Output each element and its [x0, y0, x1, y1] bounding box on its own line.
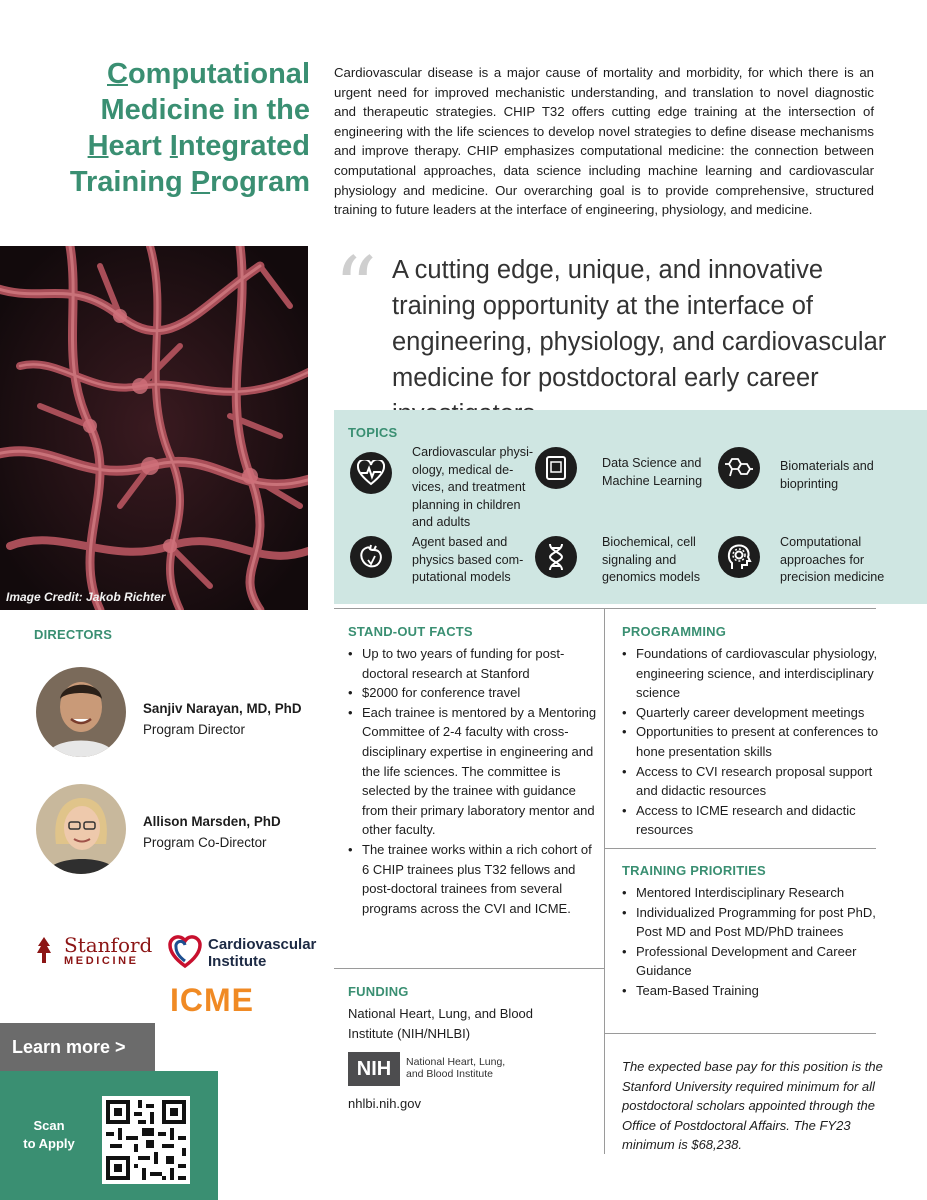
list-item: • Quarterly career development meetings — [636, 703, 892, 723]
scan-to-apply-label: Scan to Apply — [23, 1118, 75, 1151]
nih-logo — [348, 1052, 508, 1086]
icme-logo: ICME — [170, 982, 254, 1018]
list-item: • Individualized Programming for post PhD, Post MD and Post MD/PhD trainees — [636, 903, 892, 942]
topic-label: Computational approaches for precision medicine — [780, 535, 885, 585]
avatar — [36, 667, 126, 757]
list-item: • Up to two years of funding for post-doctoral research at Stanford — [362, 644, 598, 683]
stanford-wordmark: Stanford — [64, 933, 153, 957]
topics-heading: TOPICS — [348, 425, 398, 440]
standout-heading: STAND-OUT FACTS — [348, 624, 473, 639]
program-title: Computational Medicine in the Heart Integrated Training Program — [69, 58, 310, 198]
topics-panel — [334, 410, 927, 604]
list-item: • Foundations of cardiovascular physiology, engineering science, and interdisciplinary science — [636, 644, 892, 703]
section-divider — [604, 1033, 876, 1034]
list-item: • Each trainee is mentored by a Mentoring Committee of 2-4 faculty with cross-disciplinary expertise in engineering and the life sciences. The committee is selected by the trainee with guidance from their primary laboratory mentor and other faculty. — [362, 703, 598, 840]
data-screen-icon — [535, 447, 577, 489]
topic-label: Agent based and physics based com-putational models — [412, 535, 524, 585]
director-role: Program Co-Director — [143, 835, 267, 850]
list-item: • Opportunities to present at conferences to hone presentation skills — [636, 722, 892, 761]
topic-label: Biomaterials and bioprinting — [780, 459, 874, 491]
funding-text: National Heart, Lung, and Blood Institute (NIH/NHLBI) — [348, 1006, 534, 1041]
hero-image — [0, 246, 308, 610]
pay-info: The expected base pay for this position is the Stanford University required minimum for all postdoctoral scholars appointed through the Office of Postdoctoral Affairs. The FY23 minimum is $68,238. — [622, 1059, 883, 1152]
list-item: • Mentored Interdisciplinary Research — [636, 883, 892, 903]
qr-code[interactable] — [102, 1096, 190, 1184]
cvi-wordmark-line2: Institute — [208, 953, 267, 970]
funding-link[interactable]: nhlbi.nih.gov — [348, 1096, 421, 1111]
director-role: Program Director — [143, 722, 245, 737]
list-item: • Access to CVI research proposal support and didactic resources — [636, 762, 892, 801]
programming-heading: PROGRAMMING — [622, 624, 727, 639]
standout-list — [348, 644, 598, 918]
heart-pulse-icon — [350, 452, 392, 494]
stanford-tree-icon — [36, 936, 52, 964]
column-divider — [604, 608, 605, 1154]
topic-label: Biochemical, cell signaling and genomics models — [602, 535, 700, 585]
intro-paragraph: Cardiovascular disease is a major cause of mortality and morbidity, for which there is an urgent need for improved mechanistic understanding, and translation to novel diagnostic and therapeutic strategies. CHIP T32 offers cutting edge training at the intersection of engineering with the life sciences to develop novel strategies to define disease mechanisms and improve therapy. CHIP emphasizes computational medicine: the connection between computational approaches, data science including machine learning and cardiovascular physiology and medicine. Our overarching goal is to provide comprehensive, structured training to future leaders at the interface of engineering, physiology, and medicine. — [334, 65, 874, 218]
director-name: Sanjiv Narayan, MD, PhD — [143, 701, 302, 716]
topic-label: Cardiovascular physi-ology, medical de-vices, and treatment planning in children and adults — [412, 445, 534, 530]
list-item: • $2000 for conference travel — [362, 683, 598, 703]
medicine-wordmark: MEDICINE — [64, 955, 139, 967]
list-item: • Team-Based Training — [636, 981, 892, 1001]
director-name: Allison Marsden, PhD — [143, 814, 281, 829]
section-divider — [334, 608, 876, 609]
avatar — [36, 784, 126, 874]
training-list — [622, 883, 892, 1001]
cvi-heart-icon — [168, 935, 202, 969]
image-credit: Image Credit: Jakob Richter — [6, 590, 166, 604]
funding-heading: FUNDING — [348, 984, 409, 999]
molecule-icon — [718, 447, 760, 489]
head-gear-icon — [718, 536, 760, 578]
section-divider — [334, 968, 604, 969]
cvi-logo — [168, 935, 317, 971]
cardiomyocyte-network-illustration — [0, 246, 308, 610]
topic-label: Data Science and Machine Learning — [602, 456, 703, 488]
programming-list — [622, 644, 892, 840]
cvi-wordmark: Cardiovascular — [208, 936, 317, 953]
learn-more-button[interactable]: Learn more > — [0, 1023, 155, 1071]
stanford-medicine-logo — [36, 933, 153, 970]
nih-badge: NIH — [348, 1052, 400, 1086]
section-divider — [604, 848, 876, 849]
list-item: • The trainee works within a rich cohort of 6 CHIP trainees plus T32 fellows and post-doctoral trainees from several programs across the CVI and ICME. — [362, 840, 598, 918]
training-heading: TRAINING PRIORITIES — [622, 863, 766, 878]
list-item: • Professional Development and Career Guidance — [636, 942, 892, 981]
quote-mark-icon: “ — [334, 239, 377, 337]
directors-heading: DIRECTORS — [34, 627, 113, 642]
nih-wordmark: National Heart, Lung, and Blood Institute — [406, 1056, 506, 1080]
dna-icon — [535, 536, 577, 578]
quote-text: A cutting edge, unique, and innovative training opportunity at the interface of engineering, physiology, and cardiovascular medicine for postdoctoral early career — [392, 256, 887, 392]
list-item: • Access to ICME research and didactic resources — [636, 801, 892, 840]
heart-anatomy-icon — [350, 536, 392, 578]
